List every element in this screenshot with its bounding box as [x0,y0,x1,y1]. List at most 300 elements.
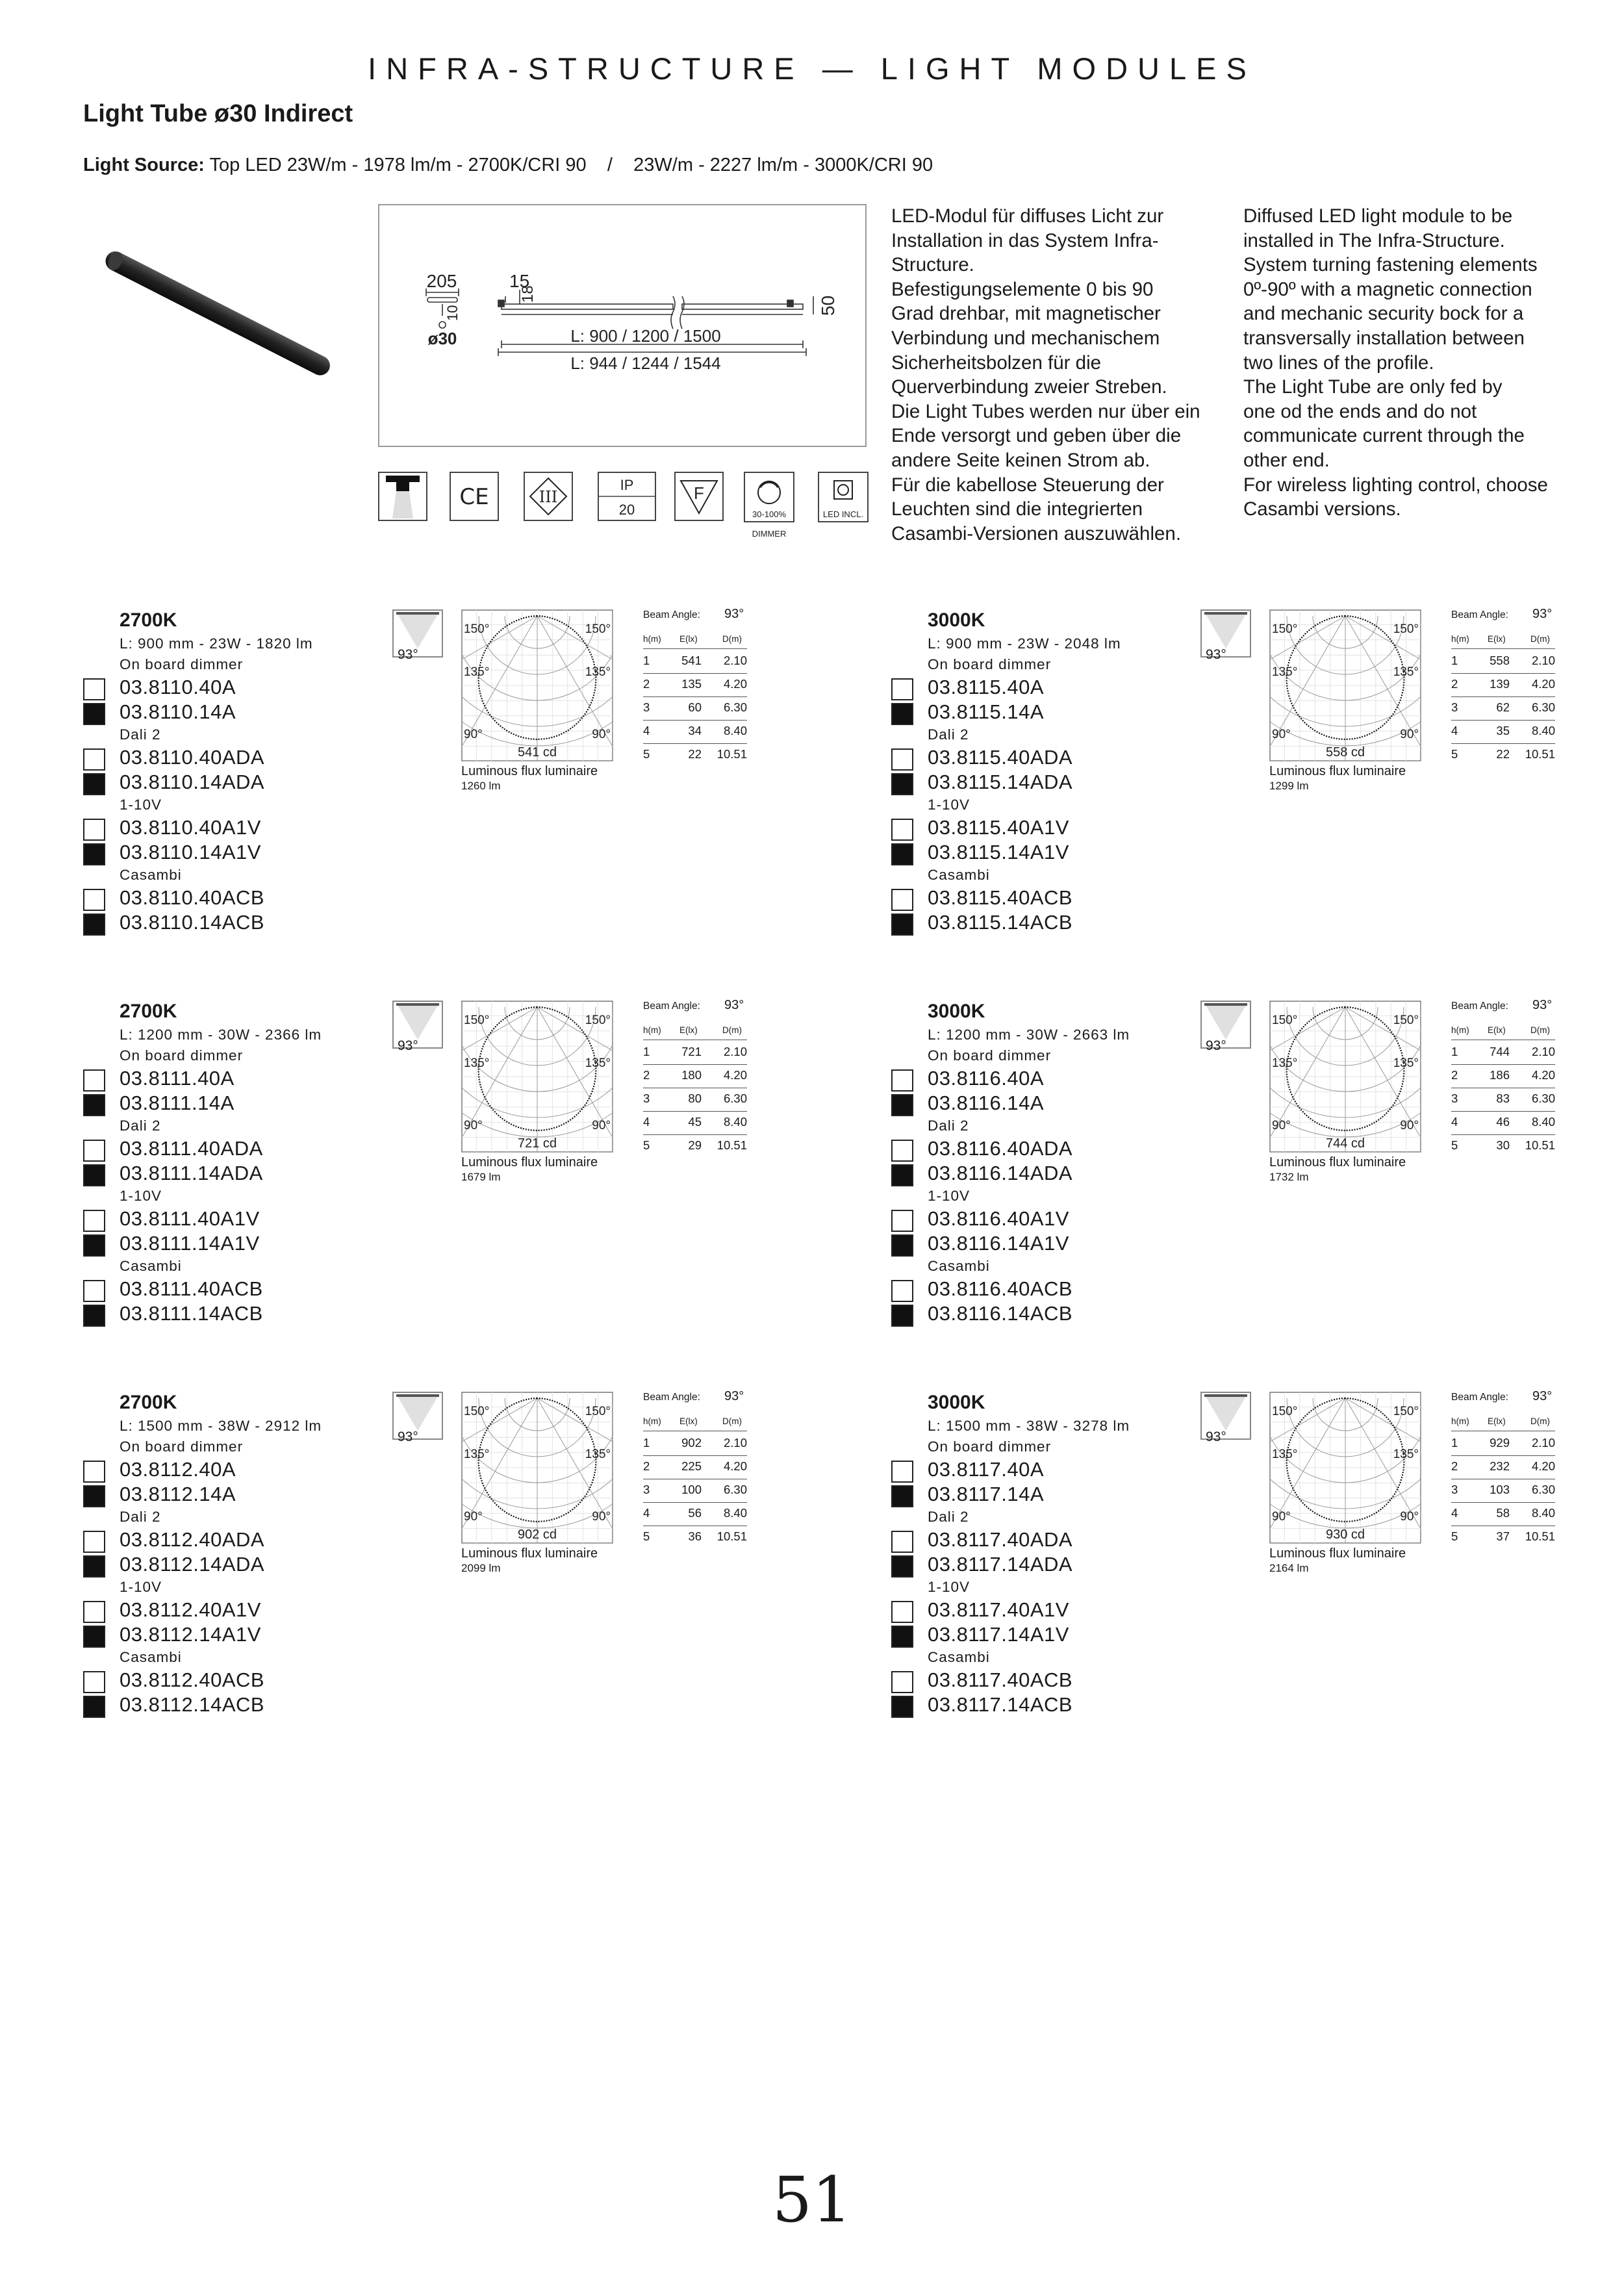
white-finish-swatch [83,1140,105,1162]
luminous-flux-value: 1299 lm [1269,780,1309,792]
luminous-flux-value: 1679 lm [461,1171,501,1183]
table-cell-illuminance: 232 [1490,1459,1510,1473]
led-included-icon [817,472,869,524]
angle-90-left: 90° [464,728,483,741]
article-code: 03.8116.40A1V [928,1207,1069,1230]
ip-label: IP [620,477,634,493]
table-cell-diameter: 8.40 [1531,1506,1555,1520]
dim-height-18: 18 [519,285,537,303]
black-finish-swatch [891,773,913,795]
table-rule [643,696,747,697]
angle-90-left: 90° [1272,1510,1291,1524]
table-cell-diameter: 8.40 [1531,1115,1555,1129]
angle-90-left: 90° [1272,1119,1291,1132]
beam-angle-label: Beam Angle: [643,1392,700,1403]
peak-intensity: 541 cd [517,745,557,760]
angle-90-left: 90° [464,1119,483,1132]
angle-90-right: 90° [1400,728,1419,741]
f-mark-icon [674,472,724,521]
table-cell-height: 2 [1451,1068,1458,1082]
table-cell-diameter: 10.51 [717,747,747,761]
luminous-flux-label: Luminous flux luminaire [461,764,598,778]
black-finish-swatch [891,1234,913,1257]
table-cell-height: 2 [643,1068,650,1082]
table-cell-height: 3 [1451,1092,1458,1105]
table-rule [643,1064,747,1065]
table-rule [643,1134,747,1135]
ip-rating-icon [598,472,656,521]
table-cell-diameter: 6.30 [1531,1092,1555,1105]
color-temperature: 3000K [928,609,985,631]
table-cell-height: 4 [643,1115,650,1129]
table-rule [1451,743,1555,744]
angle-150-left: 150° [464,1405,490,1418]
white-finish-swatch [891,1140,913,1162]
table-cell-height: 4 [1451,1506,1458,1520]
table-cell-diameter: 4.20 [723,1459,747,1473]
article-code: 03.8111.40ADA [120,1137,263,1160]
table-cell-diameter: 2.10 [723,1436,747,1450]
table-rule [643,720,747,721]
beam-angle-value: 93° [724,998,744,1012]
black-finish-swatch [891,1696,913,1718]
article-code: 03.8115.14A1V [928,841,1069,863]
page-number: 51 [772,2164,852,2236]
white-finish-swatch [83,1671,105,1693]
variant-spec: L: 900 mm - 23W - 1820 lm [120,635,313,652]
white-finish-swatch [83,1210,105,1232]
column-e: E(lx) [679,1416,698,1426]
table-rule [643,648,747,649]
column-d: D(m) [1530,1025,1550,1035]
angle-135-right: 135° [585,1056,611,1070]
angle-135-left: 135° [1272,665,1298,679]
white-finish-swatch [83,748,105,771]
angle-150-left: 150° [464,1014,490,1027]
variant-spec: L: 900 mm - 23W - 2048 lm [928,635,1121,652]
column-d: D(m) [1530,634,1550,644]
article-code: 03.8116.14A1V [928,1232,1069,1255]
angle-135-right: 135° [1393,665,1419,679]
variant-section [83,609,830,973]
article-code: 03.8112.40A [120,1458,236,1481]
control-group-label: 1-10V [928,1188,971,1204]
white-finish-swatch [891,748,913,771]
white-finish-swatch [83,678,105,700]
article-code: 03.8110.40A1V [120,816,261,839]
control-group-label: 1-10V [120,1579,162,1595]
table-rule [643,673,747,674]
color-temperature: 3000K [928,1001,985,1022]
table-cell-illuminance: 541 [681,654,702,667]
table-cell-illuminance: 22 [1496,747,1510,761]
angle-150-right: 150° [1393,1405,1419,1418]
column-h: h(m) [1451,1416,1469,1426]
table-cell-diameter: 4.20 [1531,677,1555,691]
angle-150-right: 150° [1393,1014,1419,1027]
control-group-label: Dali 2 [120,726,161,743]
table-cell-illuminance: 225 [681,1459,702,1473]
table-cell-diameter: 10.51 [1525,1529,1555,1543]
table-rule [1451,673,1555,674]
class-iii-icon [524,472,573,521]
polar-diagram [1269,1392,1421,1544]
angle-135-left: 135° [464,1448,490,1461]
variant-section [891,1389,1624,1756]
table-rule [1451,1134,1555,1135]
beam-angle-value: 93° [1532,998,1553,1012]
column-h: h(m) [1451,1025,1469,1035]
table-cell-illuminance: 60 [688,700,702,714]
black-finish-swatch [891,843,913,865]
white-finish-swatch [891,1210,913,1232]
light-source-text: Top LED 23W/m - 1978 lm/m - 2700K/CRI 90 / 23W/m - 2227 lm/m - 3000K/CRI 90 [209,155,933,175]
table-cell-diameter: 4.20 [1531,1068,1555,1082]
angle-90-right: 90° [592,1510,611,1524]
table-rule [643,1502,747,1503]
table-cell-height: 1 [1451,1045,1458,1058]
table-cell-height: 5 [643,1529,650,1543]
angle-135-left: 135° [1272,1448,1298,1461]
luminous-flux-value: 2164 lm [1269,1562,1309,1574]
beam-angle-value: 93° [724,1389,744,1403]
color-temperature: 2700K [120,609,177,631]
column-e: E(lx) [1488,1025,1506,1035]
beam-angle-label: Beam Angle: [643,1001,700,1012]
variant-section [891,998,1624,1364]
white-finish-swatch [891,1671,913,1693]
black-finish-swatch [891,1305,913,1327]
dim-height-50: 50 [818,295,838,316]
control-group-label: Dali 2 [928,1509,969,1525]
luminous-flux-label: Luminous flux luminaire [1269,764,1406,778]
table-rule [1451,648,1555,649]
article-code: 03.8115.40ADA [928,746,1073,769]
table-cell-height: 3 [643,1483,650,1496]
table-cell-illuminance: 139 [1490,677,1510,691]
table-cell-diameter: 4.20 [723,677,747,691]
article-code: 03.8115.14ADA [928,771,1073,793]
article-code: 03.8111.14ADA [120,1162,263,1184]
article-code: 03.8115.40ACB [928,886,1073,909]
column-d: D(m) [1530,1416,1550,1426]
angle-135-right: 135° [1393,1056,1419,1070]
table-cell-height: 5 [1451,1138,1458,1152]
variant-spec: L: 1500 mm - 38W - 3278 lm [928,1418,1130,1434]
control-group-label: Casambi [120,867,182,883]
table-cell-illuminance: 36 [688,1529,702,1543]
article-code: 03.8117.14A1V [928,1623,1069,1646]
article-code: 03.8111.14A1V [120,1232,260,1255]
product-title: Light Tube ø30 Indirect [83,100,353,127]
white-finish-swatch [891,1069,913,1092]
black-finish-swatch [83,1234,105,1257]
black-finish-swatch [83,1485,105,1507]
light-source [83,155,933,176]
table-rule [643,743,747,744]
black-finish-swatch [891,1555,913,1578]
table-cell-diameter: 10.51 [717,1529,747,1543]
article-code: 03.8111.40A1V [120,1207,260,1230]
table-cell-height: 2 [643,677,650,691]
angle-135-left: 135° [464,1056,490,1070]
table-cell-height: 1 [643,654,650,667]
polar-diagram [461,609,613,761]
article-code: 03.8111.40ACB [120,1277,263,1300]
article-code: 03.8116.40A [928,1067,1045,1090]
table-cell-illuminance: 902 [681,1436,702,1450]
table-cell-height: 4 [643,1506,650,1520]
table-rule [1451,720,1555,721]
table-cell-diameter: 6.30 [1531,1483,1555,1496]
table-cell-illuminance: 83 [1496,1092,1510,1105]
table-cell-diameter: 6.30 [723,1483,747,1496]
article-code: 03.8117.14A [928,1483,1045,1505]
peak-intensity: 930 cd [1325,1527,1365,1542]
article-code: 03.8112.40ACB [120,1668,265,1691]
table-cell-diameter: 8.40 [723,1115,747,1129]
peak-intensity: 721 cd [517,1136,557,1151]
article-code: 03.8110.40ACB [120,886,265,909]
article-code: 03.8111.40A [120,1067,235,1090]
table-cell-height: 3 [643,1092,650,1105]
table-cell-height: 2 [643,1459,650,1473]
column-d: D(m) [722,634,742,644]
dimmer-label: DIMMER [752,529,787,539]
table-cell-diameter: 4.20 [723,1068,747,1082]
table-cell-diameter: 2.10 [723,654,747,667]
angle-90-right: 90° [592,728,611,741]
angle-150-right: 150° [1393,622,1419,636]
luminous-flux-label: Luminous flux luminaire [1269,1155,1406,1169]
beam-angle-icon-label: 93° [398,1429,418,1444]
table-cell-diameter: 6.30 [723,700,747,714]
beam-angle-icon-label: 93° [398,647,418,662]
article-code: 03.8115.14ACB [928,911,1073,934]
polar-diagram [1269,1001,1421,1153]
table-cell-illuminance: 22 [688,747,702,761]
black-finish-swatch [83,773,105,795]
table-cell-diameter: 2.10 [723,1045,747,1058]
description-english: Diffused LED light module to be installed in The Infra-Structure. System turning fastening elements 0º-90º with a magnetic connection and mechanic security bock for a transversally installation between two lines of the profile. The Light Tube are only fed by one od the ends and do not communicate current through the other end. For wireless lighting control, choose Casambi versions. [1243,205,1548,520]
table-cell-height: 1 [643,1045,650,1058]
control-group-label: On board dimmer [120,1438,244,1455]
article-code: 03.8111.14ACB [120,1302,263,1325]
table-cell-illuminance: 186 [1490,1068,1510,1082]
table-cell-illuminance: 29 [688,1138,702,1152]
polar-diagram [1269,609,1421,761]
control-group-label: 1-10V [928,1579,971,1595]
black-finish-swatch [891,913,913,936]
black-finish-swatch [83,913,105,936]
column-h: h(m) [643,1025,661,1035]
luminous-flux-label: Luminous flux luminaire [461,1546,598,1561]
luminous-flux-label: Luminous flux luminaire [1269,1546,1406,1561]
table-cell-height: 1 [643,1436,650,1450]
article-code: 03.8112.40ADA [120,1528,265,1551]
color-temperature: 3000K [928,1392,985,1413]
table-cell-height: 5 [1451,747,1458,761]
black-finish-swatch [83,703,105,725]
black-finish-swatch [83,1626,105,1648]
beam-angle-value: 93° [1532,607,1553,621]
article-code: 03.8112.14A1V [120,1623,261,1646]
table-rule [1451,696,1555,697]
angle-150-right: 150° [585,1405,611,1418]
luminous-flux-value: 1732 lm [1269,1171,1309,1183]
article-code: 03.8111.14A [120,1092,235,1114]
table-cell-illuminance: 744 [1490,1045,1510,1058]
table-cell-height: 1 [1451,1436,1458,1450]
column-h: h(m) [1451,634,1469,644]
white-finish-swatch [83,1601,105,1623]
table-rule [1451,1502,1555,1503]
white-finish-swatch [891,819,913,841]
article-code: 03.8110.14ACB [120,911,265,934]
column-e: E(lx) [679,634,698,644]
black-finish-swatch [83,1555,105,1578]
table-cell-illuminance: 62 [1496,700,1510,714]
control-group-label: On board dimmer [928,656,1052,672]
article-code: 03.8112.14A [120,1483,236,1505]
black-finish-swatch [891,1485,913,1507]
control-group-label: Dali 2 [120,1118,161,1134]
variant-spec: L: 1500 mm - 38W - 2912 lm [120,1418,322,1434]
control-group-label: Casambi [928,867,990,883]
dim-width: 205 [426,271,457,291]
light-source-label: Light Source: [83,155,205,175]
dim-small: 15 [509,271,530,291]
table-cell-diameter: 8.40 [723,1506,747,1520]
led-included-text: LED INCL. [822,509,864,519]
angle-135-right: 135° [585,1448,611,1461]
table-cell-diameter: 10.51 [1525,747,1555,761]
table-cell-illuminance: 30 [1496,1138,1510,1152]
angle-135-left: 135° [464,665,490,679]
angle-150-right: 150° [585,622,611,636]
white-finish-swatch [83,1280,105,1302]
black-finish-swatch [891,703,913,725]
angle-135-right: 135° [585,665,611,679]
table-cell-illuminance: 180 [681,1068,702,1082]
article-code: 03.8110.40A [120,676,236,698]
ce-mark-text: CE [459,484,489,510]
article-code: 03.8112.14ACB [120,1693,265,1716]
article-code: 03.8110.14A [120,700,236,723]
article-code: 03.8116.14ACB [928,1302,1073,1325]
black-finish-swatch [891,1626,913,1648]
color-temperature: 2700K [120,1392,177,1413]
table-cell-illuminance: 135 [681,677,702,691]
table-rule [643,1111,747,1112]
article-code: 03.8117.40ACB [928,1668,1073,1691]
description-german: LED-Modul für diffuses Licht zur Installation in das System Infra- Structure. Befestigungselemente 0 bis 90 Grad drehbar, mit magnetischer Verbindung und mechanischem Sicherheitsbolzen für die Querverbindung zweier Streben. Die Light Tubes werden nur über ein Ende versorgt und geben über die andere Seite keinen Strom ab. Für die kabellose Steuerung der Leuchten sind die integrierten Casambi-Versionen auszuwählen. [891,205,1200,544]
article-code: 03.8116.40ACB [928,1277,1073,1300]
table-rule [1451,1455,1555,1456]
article-code: 03.8117.40A1V [928,1598,1069,1621]
control-group-label: Dali 2 [928,1118,969,1134]
table-cell-illuminance: 929 [1490,1436,1510,1450]
black-finish-swatch [83,1094,105,1116]
column-h: h(m) [643,634,661,644]
angle-135-left: 135° [1272,1056,1298,1070]
control-group-label: On board dimmer [928,1438,1052,1455]
table-cell-height: 2 [1451,677,1458,691]
beam-angle-icon-label: 93° [398,1038,418,1053]
table-cell-illuminance: 46 [1496,1115,1510,1129]
column-d: D(m) [722,1416,742,1426]
dimension-drawing [378,204,867,447]
article-code: 03.8110.40ADA [120,746,265,769]
luminous-flux-label: Luminous flux luminaire [461,1155,598,1169]
black-finish-swatch [83,1164,105,1186]
class-iii-text: III [539,488,558,506]
table-cell-illuminance: 35 [1496,724,1510,737]
control-group-label: Casambi [928,1649,990,1665]
table-cell-diameter: 2.10 [1531,1436,1555,1450]
article-code: 03.8116.14A [928,1092,1045,1114]
table-cell-diameter: 10.51 [717,1138,747,1152]
dim-height-10: 10 [444,305,461,321]
black-finish-swatch [83,1696,105,1718]
article-code: 03.8115.40A [928,676,1045,698]
beam-angle-label: Beam Angle: [643,609,700,620]
table-cell-illuminance: 100 [681,1483,702,1496]
polar-diagram [461,1392,613,1544]
control-group-label: Casambi [120,1649,182,1665]
variant-section [83,1389,830,1756]
table-cell-diameter: 4.20 [1531,1459,1555,1473]
article-code: 03.8116.40ADA [928,1137,1073,1160]
beam-angle-icon-label: 93° [1206,1429,1226,1444]
black-finish-swatch [83,843,105,865]
page-header-title: INFRA-STRUCTURE — LIGHT MODULES [368,51,1256,86]
column-d: D(m) [722,1025,742,1035]
white-finish-swatch [891,1461,913,1483]
table-cell-height: 1 [1451,654,1458,667]
table-cell-diameter: 10.51 [1525,1138,1555,1152]
column-e: E(lx) [1488,634,1506,644]
white-finish-swatch [891,889,913,911]
luminous-flux-value: 2099 lm [461,1562,501,1574]
white-finish-swatch [83,819,105,841]
table-rule [643,1455,747,1456]
white-finish-swatch [891,678,913,700]
white-finish-swatch [83,1531,105,1553]
table-cell-height: 2 [1451,1459,1458,1473]
variant-section [891,609,1624,973]
beam-angle-value: 93° [1532,1389,1553,1403]
peak-intensity: 558 cd [1325,745,1365,760]
variant-section [83,998,830,1364]
table-cell-diameter: 8.40 [1531,724,1555,737]
column-e: E(lx) [1488,1416,1506,1426]
table-cell-illuminance: 56 [688,1506,702,1520]
control-group-label: 1-10V [120,797,162,813]
white-finish-swatch [83,1461,105,1483]
control-group-label: On board dimmer [928,1047,1052,1064]
beam-angle-label: Beam Angle: [1451,1001,1508,1012]
beam-angle-label: Beam Angle: [1451,1392,1508,1403]
article-code: 03.8115.14A [928,700,1045,723]
table-cell-height: 3 [643,700,650,714]
table-cell-height: 5 [1451,1529,1458,1543]
table-cell-height: 4 [1451,724,1458,737]
beam-angle-label: Beam Angle: [1451,609,1508,620]
table-cell-height: 5 [643,747,650,761]
table-cell-diameter: 8.40 [723,724,747,737]
dimmer-range: 30-100% [752,509,787,519]
